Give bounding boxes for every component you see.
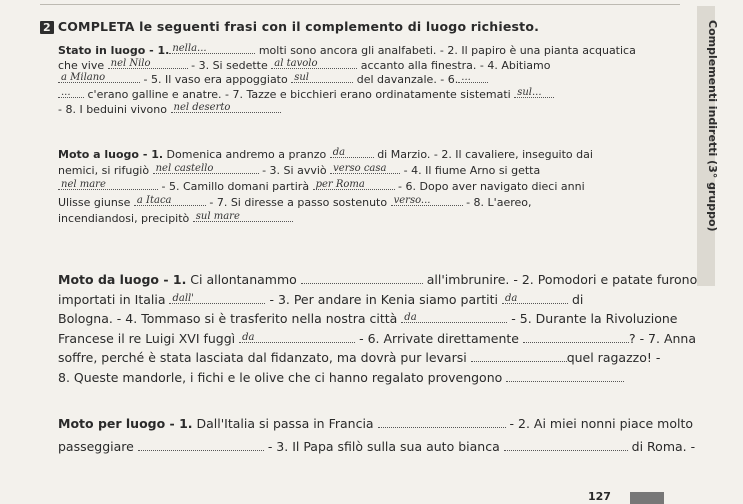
exercise-line xyxy=(58,71,488,86)
handwritten-answer: al tavolo xyxy=(274,57,318,69)
section-label: Moto a luogo - 1. xyxy=(58,148,164,161)
exercise-heading xyxy=(40,19,539,34)
section-label: Moto per luogo - 1. xyxy=(58,416,193,431)
exercise-line xyxy=(58,350,660,365)
answer-blank[interactable] xyxy=(58,71,140,83)
handwritten-answer: ... xyxy=(461,72,471,84)
exercise-line xyxy=(58,272,697,287)
exercise-line xyxy=(58,57,551,72)
exercise-line xyxy=(58,210,293,225)
sentence-text: - 5. Durante la Rivoluzione xyxy=(507,311,678,326)
sentence-text: importati in Italia xyxy=(58,291,170,307)
answer-blank[interactable] xyxy=(169,42,255,54)
sentence-text: - 5. Il vaso era appoggiato xyxy=(140,73,292,87)
sentence-text: ? - 7. Anna xyxy=(628,330,697,346)
handwritten-answer: nel deserto xyxy=(173,101,231,113)
handwritten-answer: a Itaca xyxy=(136,195,172,206)
answer-blank[interactable] xyxy=(458,71,488,83)
answer-blank[interactable] xyxy=(291,71,353,83)
sentence-text: Ci allontanammo xyxy=(186,272,301,287)
sentence-text: - 8. L'aereo, xyxy=(462,196,532,209)
answer-blank[interactable] xyxy=(134,194,206,206)
handwritten-answer: da xyxy=(242,331,255,343)
exercise-line xyxy=(58,311,678,326)
sentence-text: di Marzio. - 2. Il cavaliere, inseguito dai xyxy=(373,148,593,161)
answer-blank[interactable] xyxy=(108,57,188,69)
answer-blank[interactable] xyxy=(391,194,463,206)
answer-blank[interactable] xyxy=(153,162,259,174)
sentence-text: - 7. Si diresse a passo sostenuto xyxy=(205,196,391,209)
section-label: Stato in luogo - 1. xyxy=(58,44,170,57)
sentence-text: nemici, si rifugiò xyxy=(58,164,153,177)
exercise-line xyxy=(58,42,636,57)
exercise-line xyxy=(58,416,693,431)
chapter-side-label: Complementi indiretti (3° gruppo) xyxy=(706,20,719,232)
handwritten-answer: nel castello xyxy=(155,163,214,174)
answer-blank[interactable] xyxy=(313,178,395,190)
page-number-bar xyxy=(630,492,664,504)
sentence-text: - 6. Arrivate direttamente xyxy=(355,330,523,346)
sentence-text: - 3. Si avviò xyxy=(258,164,331,177)
handwritten-answer: verso... xyxy=(393,195,431,206)
answer-blank[interactable] xyxy=(523,331,629,343)
sentence-text: di Roma. - xyxy=(627,438,696,454)
sentence-text: - 2. Ai miei nonni piace molto xyxy=(505,416,694,431)
sentence-text: di xyxy=(568,291,584,307)
answer-blank[interactable] xyxy=(401,311,507,323)
answer-blank[interactable] xyxy=(239,331,355,343)
sentence-text: - 6. Dopo aver navigato dieci anni xyxy=(394,180,585,193)
answer-blank[interactable] xyxy=(301,272,423,284)
sentence-text: - 8. I beduini vivono xyxy=(58,102,171,116)
answer-blank[interactable] xyxy=(378,416,506,428)
exercise-instruction: COMPLETA le seguenti frasi con il complemento di luogo richiesto. xyxy=(57,19,540,34)
handwritten-answer: nel Nilo xyxy=(110,57,151,69)
sentence-text: Dall'Italia si passa in Francia xyxy=(192,416,378,431)
answer-blank[interactable] xyxy=(330,162,400,174)
sentence-text: accanto alla finestra. - 4. Abitiamo xyxy=(357,58,551,72)
sentence-text: Domenica andremo a pranzo xyxy=(163,148,330,161)
handwritten-answer: da xyxy=(505,292,518,304)
sentence-text: che vive xyxy=(58,58,108,72)
handwritten-answer: dall' xyxy=(172,292,194,304)
exercise-line xyxy=(58,370,624,385)
answer-blank[interactable] xyxy=(271,57,357,69)
sentence-text: passeggiare xyxy=(58,438,138,454)
handwritten-answer: sul mare xyxy=(195,211,240,222)
sentence-text: - 5. Camillo domani partirà xyxy=(158,180,313,193)
exercise-line xyxy=(58,439,695,454)
handwritten-answer: da xyxy=(332,147,346,158)
answer-blank[interactable] xyxy=(504,439,628,451)
answer-blank[interactable] xyxy=(171,101,281,113)
sentence-text: del davanzale. - 6. xyxy=(353,73,459,87)
sentence-text: - 3. Il Papa sfilò sulla sua auto bianca xyxy=(263,438,504,454)
answer-blank[interactable] xyxy=(193,210,293,222)
exercise-line xyxy=(58,292,583,307)
handwritten-answer: per Roma xyxy=(315,179,365,190)
sentence-text: Francese il re Luigi XVI fuggì xyxy=(58,330,240,346)
sentence-text: - 3. Si sedette xyxy=(187,58,272,72)
exercise-number: 2 xyxy=(40,21,54,34)
sentence-text: incendiandosi, precipitò xyxy=(58,212,193,225)
answer-blank[interactable] xyxy=(169,292,265,304)
exercise-line xyxy=(58,162,540,177)
answer-blank[interactable] xyxy=(471,350,567,362)
exercise-line xyxy=(58,146,593,161)
sentence-text: Ulisse giunse xyxy=(58,196,134,209)
answer-blank[interactable] xyxy=(506,370,624,382)
page-number: 127 xyxy=(588,490,611,503)
top-rule xyxy=(40,4,680,5)
answer-blank[interactable] xyxy=(138,439,264,451)
sentence-text: c'erano galline e anatre. - 7. Tazze e bicchieri erano ordinatamente sistemati xyxy=(84,88,515,102)
exercise-line xyxy=(58,101,281,116)
answer-blank[interactable] xyxy=(514,86,554,98)
handwritten-answer: nella... xyxy=(172,43,207,54)
handwritten-answer: sul xyxy=(294,72,310,84)
sentence-text: quel ragazzo! - xyxy=(566,350,661,365)
handwritten-answer: da xyxy=(404,312,417,323)
sentence-text: 8. Queste mandorle, i fichi e le olive che ci hanno regalato provengono xyxy=(58,369,507,385)
handwritten-answer: verso casa xyxy=(333,163,387,174)
exercise-line xyxy=(58,194,531,209)
sentence-text: - 3. Per andare in Kenia siamo partiti xyxy=(265,291,503,307)
handwritten-answer: nel mare xyxy=(61,179,106,190)
handwritten-answer: ... xyxy=(61,87,71,99)
handwritten-answer: sul... xyxy=(517,87,542,99)
exercise-line xyxy=(58,331,696,346)
section-label: Moto da luogo - 1. xyxy=(58,272,187,287)
exercise-line xyxy=(58,86,554,101)
answer-blank[interactable] xyxy=(58,178,158,190)
sentence-text: soffre, perché è stata lasciata dal fidanzato, ma dovrà pur levarsi xyxy=(58,350,471,365)
sentence-text: all'imbrunire. - 2. Pomodori e patate furono xyxy=(422,272,698,287)
exercise-line xyxy=(58,178,585,193)
sentence-text: Bologna. - 4. Tommaso si è trasferito nella nostra città xyxy=(58,311,402,326)
answer-blank[interactable] xyxy=(330,146,374,158)
handwritten-answer: a Milano xyxy=(61,72,106,84)
sentence-text: - 4. Il fiume Arno si getta xyxy=(400,164,541,177)
chapter-side-tab xyxy=(697,6,719,286)
answer-blank[interactable] xyxy=(58,86,84,98)
sentence-text: molti sono ancora gli analfabeti. - 2. Il papiro è una pianta acquatica xyxy=(255,44,636,57)
answer-blank[interactable] xyxy=(502,292,568,304)
